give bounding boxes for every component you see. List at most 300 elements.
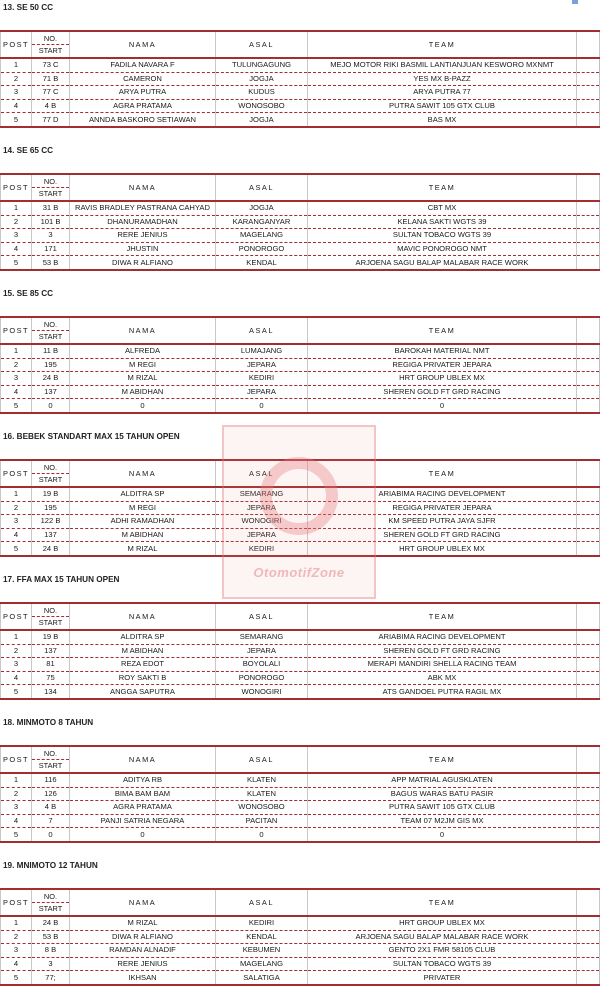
cell-start-number: 24 B [32, 372, 70, 386]
cell-post: 4 [1, 957, 32, 971]
cell-asal: SALATIGA [216, 971, 308, 985]
cell-start-number: 53 B [32, 930, 70, 944]
cell-start-number: 19 B [32, 487, 70, 501]
cell-nama: ARYA PUTRA [70, 86, 216, 100]
cell-asal: SEMARANG [216, 630, 308, 644]
cell-post: 3 [1, 229, 32, 243]
cell-nama: PANJI SATRIA NEGARA [70, 814, 216, 828]
cell-post: 1 [1, 58, 32, 72]
cell-nama: ADITYA RB [70, 773, 216, 787]
cell-asal: MAGELANG [216, 229, 308, 243]
cell-asal: WONOSOBO [216, 99, 308, 113]
table-row [1, 630, 600, 644]
table-row [1, 399, 600, 413]
header-nama: NAMA [70, 889, 216, 916]
table-row [1, 113, 600, 127]
cell-team: SULTAN TOBACO WGTS 39 [308, 957, 577, 971]
results-table [0, 173, 600, 271]
section-title: 13. SE 50 CC [3, 3, 54, 12]
cell-team: ATS GANDOEL PUTRA RAGIL MX [308, 685, 577, 699]
cell-asal: KUDUS [216, 86, 308, 100]
table-row [1, 930, 600, 944]
cell-start-number: 116 [32, 773, 70, 787]
section-title: 14. SE 65 CC [3, 146, 54, 155]
cell-start-number: 3 [32, 957, 70, 971]
corner-mark [572, 0, 578, 4]
watermark-text: OtomotifZone [253, 565, 345, 580]
cell-asal: WONOSOBO [216, 801, 308, 815]
header-extra-1 [577, 460, 600, 487]
header-no: NO. [32, 33, 69, 45]
cell-team: BAGUS WARAS BATU PASIR [308, 787, 577, 801]
header-no: NO. [32, 176, 69, 188]
table-header-row [1, 31, 600, 58]
cell-asal: KEDIRI [216, 372, 308, 386]
cell-post: 5 [1, 685, 32, 699]
cell-post: 2 [1, 215, 32, 229]
cell-post: 5 [1, 828, 32, 842]
cell-asal: JEPARA [216, 528, 308, 542]
table-row [1, 916, 600, 930]
cell-asal: JOGJA [216, 72, 308, 86]
cell-extra-1 [577, 242, 600, 256]
cell-extra-1 [577, 828, 600, 842]
header-team: TEAM [308, 460, 577, 487]
cell-team: HRT GROUP UBLEX MX [308, 542, 577, 556]
table-row [1, 256, 600, 270]
cell-nama: ANNDA BASKORO SETIAWAN [70, 113, 216, 127]
header-asal: ASAL [216, 889, 308, 916]
cell-post: 1 [1, 487, 32, 501]
table-row [1, 72, 600, 86]
cell-nama: JHUSTIN [70, 242, 216, 256]
table-row [1, 814, 600, 828]
cell-asal: KEBUMEN [216, 944, 308, 958]
cell-extra-1 [577, 58, 600, 72]
cell-asal: KEDIRI [216, 542, 308, 556]
table-row [1, 229, 600, 243]
section-title: 19. MNIMOTO 12 TAHUN [3, 861, 98, 870]
header-start: START [38, 188, 63, 198]
cell-post: 2 [1, 644, 32, 658]
header-no-start [32, 460, 70, 487]
cell-post: 2 [1, 930, 32, 944]
cell-start-number: 24 B [32, 542, 70, 556]
header-asal: ASAL [216, 317, 308, 344]
cell-team: CBT MX [308, 201, 577, 215]
cell-team: TEAM 07 M2JM GIS MX [308, 814, 577, 828]
cell-asal: MAGELANG [216, 957, 308, 971]
cell-nama: M REGI [70, 358, 216, 372]
header-nama: NAMA [70, 317, 216, 344]
cell-team: PRIVATER [308, 971, 577, 985]
cell-extra-1 [577, 787, 600, 801]
cell-start-number: 71 B [32, 72, 70, 86]
header-team: TEAM [308, 174, 577, 201]
cell-asal: KLATEN [216, 773, 308, 787]
header-no-start [32, 174, 70, 201]
table-row [1, 773, 600, 787]
results-table [0, 745, 600, 843]
cell-nama: AGRA PRATAMA [70, 801, 216, 815]
table-row [1, 86, 600, 100]
cell-extra-1 [577, 215, 600, 229]
cell-start-number: 77 D [32, 113, 70, 127]
table-row [1, 528, 600, 542]
cell-post: 2 [1, 787, 32, 801]
cell-post: 5 [1, 971, 32, 985]
cell-extra-1 [577, 399, 600, 413]
cell-team: SULTAN TOBACO WGTS 39 [308, 229, 577, 243]
cell-start-number: 137 [32, 644, 70, 658]
cell-nama: M ABIDHAN [70, 528, 216, 542]
header-start: START [38, 331, 63, 341]
cell-asal: 0 [216, 828, 308, 842]
header-extra-1 [577, 746, 600, 773]
table-row [1, 644, 600, 658]
table-row [1, 801, 600, 815]
results-table [0, 459, 600, 557]
cell-start-number: 31 B [32, 201, 70, 215]
cell-extra-1 [577, 957, 600, 971]
cell-post: 5 [1, 542, 32, 556]
cell-extra-1 [577, 501, 600, 515]
cell-post: 5 [1, 113, 32, 127]
table-row [1, 957, 600, 971]
cell-start-number: 3 [32, 229, 70, 243]
cell-nama: ANGGA SAPUTRA [70, 685, 216, 699]
header-team: TEAM [308, 603, 577, 630]
cell-start-number: 137 [32, 528, 70, 542]
table-row [1, 944, 600, 958]
cell-asal: JEPARA [216, 385, 308, 399]
cell-start-number: 73 C [32, 58, 70, 72]
table-row [1, 542, 600, 556]
cell-post: 4 [1, 99, 32, 113]
cell-extra-1 [577, 229, 600, 243]
table-row [1, 215, 600, 229]
cell-extra-1 [577, 814, 600, 828]
cell-start-number: 195 [32, 501, 70, 515]
header-extra-1 [577, 603, 600, 630]
header-no: NO. [32, 319, 69, 331]
header-start: START [38, 45, 63, 55]
table-row [1, 385, 600, 399]
cell-nama: ADHI RAMADHAN [70, 515, 216, 529]
cell-asal: PONOROGO [216, 242, 308, 256]
header-nama: NAMA [70, 174, 216, 201]
cell-nama: M RIZAL [70, 372, 216, 386]
header-no: NO. [32, 891, 69, 903]
cell-extra-1 [577, 201, 600, 215]
table-row [1, 242, 600, 256]
cell-post: 3 [1, 86, 32, 100]
cell-extra-1 [577, 344, 600, 358]
section-title: 15. SE 85 CC [3, 289, 54, 298]
cell-extra-1 [577, 99, 600, 113]
cell-team: MERAPI MANDIRI SHELLA RACING TEAM [308, 658, 577, 672]
results-table [0, 888, 600, 986]
cell-post: 3 [1, 801, 32, 815]
table-row [1, 658, 600, 672]
cell-team: HRT GROUP UBLEX MX [308, 916, 577, 930]
table-row [1, 372, 600, 386]
header-post: POST [1, 174, 32, 201]
cell-team: SHEREN GOLD FT GRD RACING [308, 528, 577, 542]
results-table [0, 316, 600, 414]
cell-nama: M ABIDHAN [70, 644, 216, 658]
header-extra-1 [577, 31, 600, 58]
cell-nama: DIWA R ALFIANO [70, 930, 216, 944]
header-post: POST [1, 31, 32, 58]
header-no-start [32, 746, 70, 773]
cell-start-number: 126 [32, 787, 70, 801]
header-start: START [38, 760, 63, 770]
header-post: POST [1, 603, 32, 630]
cell-team: ARIABIMA RACING DEVELOPMENT [308, 487, 577, 501]
cell-post: 3 [1, 372, 32, 386]
table-header-row [1, 174, 600, 201]
cell-post: 2 [1, 501, 32, 515]
cell-team: REGIGA PRIVATER JEPARA [308, 358, 577, 372]
cell-team: MAVIC PONOROGO NMT [308, 242, 577, 256]
section-title: 16. BEBEK STANDART MAX 15 TAHUN OPEN [3, 432, 180, 441]
cell-start-number: 0 [32, 828, 70, 842]
cell-asal: 0 [216, 399, 308, 413]
cell-team: SHEREN GOLD FT GRD RACING [308, 644, 577, 658]
cell-nama: IKHSAN [70, 971, 216, 985]
table-row [1, 344, 600, 358]
cell-nama: RERE JENIUS [70, 957, 216, 971]
cell-team: APP MATRIAL AGUSKLATEN [308, 773, 577, 787]
table-header-row [1, 603, 600, 630]
cell-nama: BIMA BAM BAM [70, 787, 216, 801]
header-start: START [38, 474, 63, 484]
table-header-row [1, 746, 600, 773]
cell-asal: JOGJA [216, 113, 308, 127]
cell-team: ARIABIMA RACING DEVELOPMENT [308, 630, 577, 644]
cell-post: 5 [1, 256, 32, 270]
header-asal: ASAL [216, 174, 308, 201]
cell-post: 1 [1, 630, 32, 644]
header-post: POST [1, 317, 32, 344]
cell-extra-1 [577, 358, 600, 372]
cell-team: BAS MX [308, 113, 577, 127]
header-team: TEAM [308, 889, 577, 916]
cell-extra-1 [577, 630, 600, 644]
cell-team: PUTRA SAWIT 105 GTX CLUB [308, 801, 577, 815]
cell-start-number: 122 B [32, 515, 70, 529]
cell-nama: ALDITRA SP [70, 630, 216, 644]
cell-post: 3 [1, 944, 32, 958]
cell-team: 0 [308, 399, 577, 413]
cell-start-number: 77 C [32, 86, 70, 100]
header-extra-1 [577, 317, 600, 344]
cell-nama: M RIZAL [70, 916, 216, 930]
cell-post: 4 [1, 671, 32, 685]
header-nama: NAMA [70, 746, 216, 773]
header-nama: NAMA [70, 460, 216, 487]
table-row [1, 487, 600, 501]
cell-asal: WONOGIRI [216, 515, 308, 529]
cell-extra-1 [577, 671, 600, 685]
cell-start-number: 171 [32, 242, 70, 256]
header-post: POST [1, 746, 32, 773]
cell-start-number: 75 [32, 671, 70, 685]
cell-asal: JOGJA [216, 201, 308, 215]
cell-team: ARJOENA SAGU BALAP MALABAR RACE WORK [308, 256, 577, 270]
cell-team: ABK MX [308, 671, 577, 685]
cell-start-number: 4 B [32, 801, 70, 815]
header-post: POST [1, 889, 32, 916]
cell-post: 4 [1, 814, 32, 828]
cell-nama: FADILA NAVARA F [70, 58, 216, 72]
cell-extra-1 [577, 487, 600, 501]
table-row [1, 828, 600, 842]
cell-extra-1 [577, 385, 600, 399]
results-table [0, 30, 600, 128]
table-header-row [1, 317, 600, 344]
cell-nama: ALDITRA SP [70, 487, 216, 501]
cell-extra-1 [577, 644, 600, 658]
cell-start-number: 134 [32, 685, 70, 699]
header-no-start [32, 317, 70, 344]
header-no: NO. [32, 605, 69, 617]
cell-start-number: 0 [32, 399, 70, 413]
cell-nama: M RIZAL [70, 542, 216, 556]
header-team: TEAM [308, 31, 577, 58]
table-row [1, 971, 600, 985]
cell-asal: KENDAL [216, 930, 308, 944]
table-header-row [1, 460, 600, 487]
cell-team: GENTO 2X1 FMR 58105 CLUB [308, 944, 577, 958]
cell-post: 1 [1, 201, 32, 215]
cell-asal: TULUNGAGUNG [216, 58, 308, 72]
header-extra-1 [577, 174, 600, 201]
cell-extra-1 [577, 256, 600, 270]
cell-asal: KENDAL [216, 256, 308, 270]
cell-team: HRT GROUP UBLEX MX [308, 372, 577, 386]
cell-extra-1 [577, 930, 600, 944]
cell-post: 2 [1, 358, 32, 372]
results-table [0, 602, 600, 700]
header-asal: ASAL [216, 460, 308, 487]
cell-extra-1 [577, 113, 600, 127]
header-no-start [32, 603, 70, 630]
cell-start-number: 137 [32, 385, 70, 399]
cell-nama: ALFREDA [70, 344, 216, 358]
cell-nama: DHANURAMADHAN [70, 215, 216, 229]
cell-extra-1 [577, 916, 600, 930]
cell-post: 2 [1, 72, 32, 86]
header-start: START [38, 903, 63, 913]
cell-extra-1 [577, 658, 600, 672]
cell-asal: SEMARANG [216, 487, 308, 501]
header-post: POST [1, 460, 32, 487]
header-no-start [32, 889, 70, 916]
cell-nama: REZA EDOT [70, 658, 216, 672]
cell-post: 3 [1, 515, 32, 529]
cell-start-number: 11 B [32, 344, 70, 358]
cell-extra-1 [577, 685, 600, 699]
cell-post: 4 [1, 385, 32, 399]
cell-extra-1 [577, 86, 600, 100]
cell-extra-1 [577, 372, 600, 386]
table-row [1, 671, 600, 685]
cell-post: 1 [1, 344, 32, 358]
cell-team: ARYA PUTRA 77 [308, 86, 577, 100]
section-title: 17. FFA MAX 15 TAHUN OPEN [3, 575, 120, 584]
cell-team: BAROKAH MATERIAL NMT [308, 344, 577, 358]
section-title: 18. MINMOTO 8 TAHUN [3, 718, 94, 727]
header-team: TEAM [308, 317, 577, 344]
cell-extra-1 [577, 944, 600, 958]
cell-nama: AGRA PRATAMA [70, 99, 216, 113]
cell-team: 0 [308, 828, 577, 842]
cell-post: 1 [1, 916, 32, 930]
cell-start-number: 24 B [32, 916, 70, 930]
cell-post: 4 [1, 528, 32, 542]
table-row [1, 201, 600, 215]
cell-start-number: 81 [32, 658, 70, 672]
header-no: NO. [32, 462, 69, 474]
cell-asal: JEPARA [216, 358, 308, 372]
cell-asal: PACITAN [216, 814, 308, 828]
header-no-start [32, 31, 70, 58]
table-row [1, 515, 600, 529]
table-row [1, 685, 600, 699]
cell-start-number: 195 [32, 358, 70, 372]
cell-nama: M REGI [70, 501, 216, 515]
cell-start-number: 7 [32, 814, 70, 828]
cell-nama: RERE JENIUS [70, 229, 216, 243]
table-header-row [1, 889, 600, 916]
header-asal: ASAL [216, 31, 308, 58]
cell-team: MEJO MOTOR RIKI BASMIL LANTIANJUAN KESWORO MXNMT [308, 58, 577, 72]
cell-asal: LUMAJANG [216, 344, 308, 358]
header-asal: ASAL [216, 746, 308, 773]
table-row [1, 58, 600, 72]
cell-asal: JEPARA [216, 501, 308, 515]
cell-start-number: 8 B [32, 944, 70, 958]
header-nama: NAMA [70, 603, 216, 630]
cell-extra-1 [577, 801, 600, 815]
table-row [1, 99, 600, 113]
cell-start-number: 19 B [32, 630, 70, 644]
cell-asal: PONOROGO [216, 671, 308, 685]
cell-nama: RAMDAN ALNADIF [70, 944, 216, 958]
cell-start-number: 101 B [32, 215, 70, 229]
cell-nama: ROY SAKTI B [70, 671, 216, 685]
cell-nama: RAVIS BRADLEY PASTRANA CAHYAD [70, 201, 216, 215]
header-team: TEAM [308, 746, 577, 773]
cell-asal: KEDIRI [216, 916, 308, 930]
cell-start-number: 77; [32, 971, 70, 985]
cell-nama: DIWA R ALFIANO [70, 256, 216, 270]
cell-asal: WONOGIRI [216, 685, 308, 699]
cell-asal: KARANGANYAR [216, 215, 308, 229]
cell-extra-1 [577, 515, 600, 529]
cell-team: YES MX B-PAZZ [308, 72, 577, 86]
header-start: START [38, 617, 63, 627]
header-extra-1 [577, 889, 600, 916]
cell-asal: JEPARA [216, 644, 308, 658]
cell-post: 5 [1, 399, 32, 413]
cell-post: 1 [1, 773, 32, 787]
table-row [1, 501, 600, 515]
cell-team: ARJOENA SAGU BALAP MALABAR RACE WORK [308, 930, 577, 944]
cell-extra-1 [577, 773, 600, 787]
